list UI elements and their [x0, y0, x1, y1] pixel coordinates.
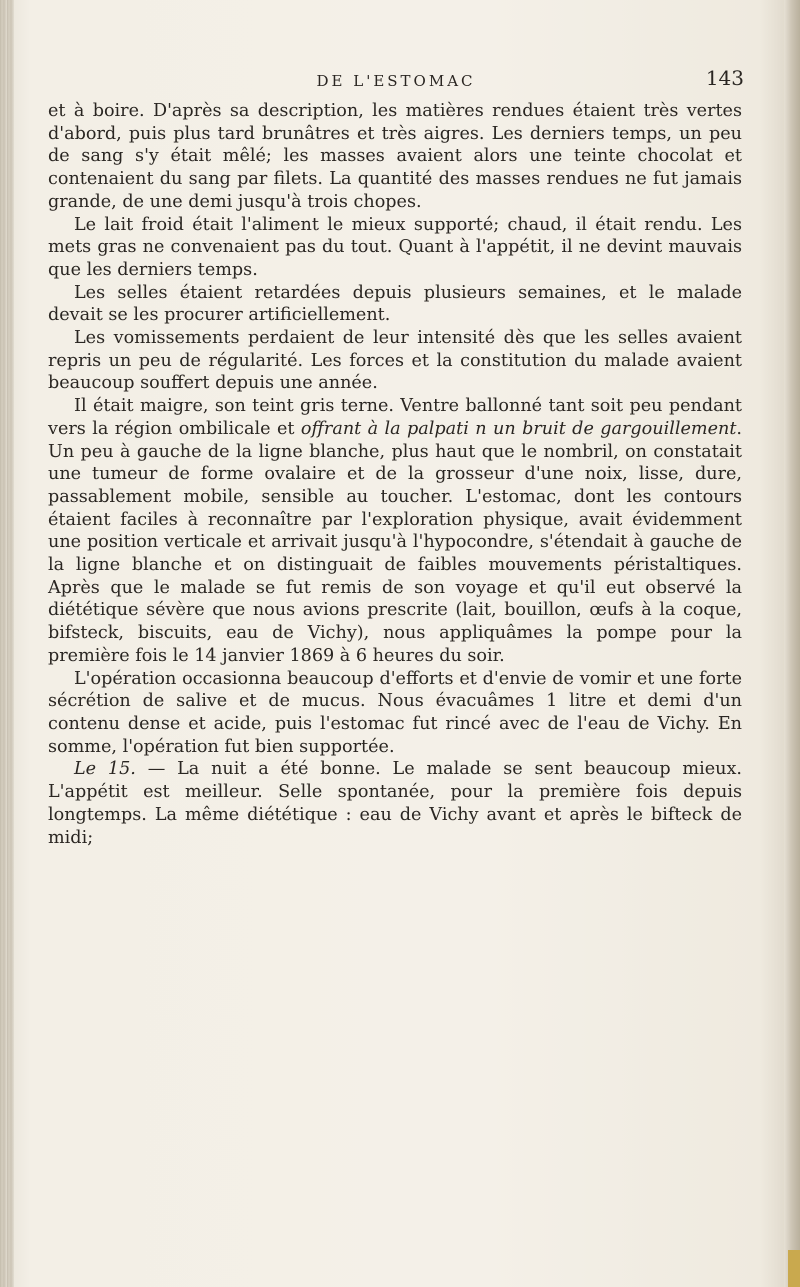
paragraph-text: Il était maigre, son teint gris terne. Ventre ballonné tant soit peu pendant vers la région ombilicale et — [48, 396, 742, 439]
page-header — [48, 66, 744, 96]
date-label: Le 15. — [74, 759, 136, 780]
paragraph-text: — La nuit a été bonne. Le malade se sent beaucoup mieux. L'appétit est meilleur. Selle spontanée, pour la première fois depuis longtemps. La même diététique : eau de Vichy avant et après le bifteck de midi; — [48, 759, 742, 848]
page-right-edge — [784, 0, 800, 1287]
body-text — [48, 100, 742, 849]
page-binding-edge — [0, 0, 14, 1287]
running-head: DE L'ESTOMAC — [316, 72, 476, 90]
paragraph: L'opération occasionna beaucoup d'efforts et d'envie de vomir et une forte sécrétion de salive et de mucus. Nous évacuâmes 1 litre et demi d'un contenu dense et acide, puis l'estomac fut rincé avec de l'eau de Vichy. En somme, l'opération fut bien supportée. — [48, 668, 742, 757]
paragraph: Le lait froid était l'aliment le mieux supporté; chaud, il était rendu. Les mets gras ne convenaient pas du tout. Quant à l'appétit, il ne devint mauvais que les derniers temps. — [48, 214, 742, 280]
page-edge-tab — [788, 1250, 800, 1287]
paragraph: et à boire. D'après sa description, les matières rendues étaient très vertes d'abord, puis plus tard brunâtres et très aigres. Les derniers temps, un peu de sang s'y était mêlé; les masses avaient alors une teinte chocolat et contenaient du sang par filets. La quantité des masses rendues ne fut jamais grande, de une demi jusqu'à trois chopes. — [48, 101, 742, 212]
paragraph — [48, 758, 742, 849]
paragraph — [48, 395, 742, 667]
paragraph-text: . Un peu à gauche de la ligne blanche, plus haut que le nombril, on constatait une tumeur de forme ovalaire et de la grosseur d'une noix, lisse, dure, passablement mobile, sensible au toucher. L'estomac, dont les contours étaient faciles à reconnaître par l'exploration physique, avait évidemment une position verticale et arrivait jusqu'à l'hypocondre, s'étendait à gauche de la ligne blanche et on distinguait de faibles mouvements péristaltiques. Après que le malade se fut remis de son voyage et qu'il eut observé la diététique sévère que nous avions prescrite (lait, bouillon, œufs à la coque, bifsteck, biscuits, eau de Vichy), nous appliquâmes la pompe pour la première fois le 14 janvier 1869 à 6 heures du soir. — [48, 418, 742, 666]
paragraph: Les selles étaient retardées depuis plusieurs semaines, et le malade devait se les procurer artificiellement. — [48, 282, 742, 326]
italic-phrase: offrant à la palpati n un bruit de gargouillement — [300, 418, 737, 439]
page-number: 143 — [705, 66, 744, 90]
paragraph: Les vomissements perdaient de leur intensité dès que les selles avaient repris un peu de régularité. Les forces et la constitution du malade avaient beaucoup souffert depuis une année. — [48, 328, 742, 394]
